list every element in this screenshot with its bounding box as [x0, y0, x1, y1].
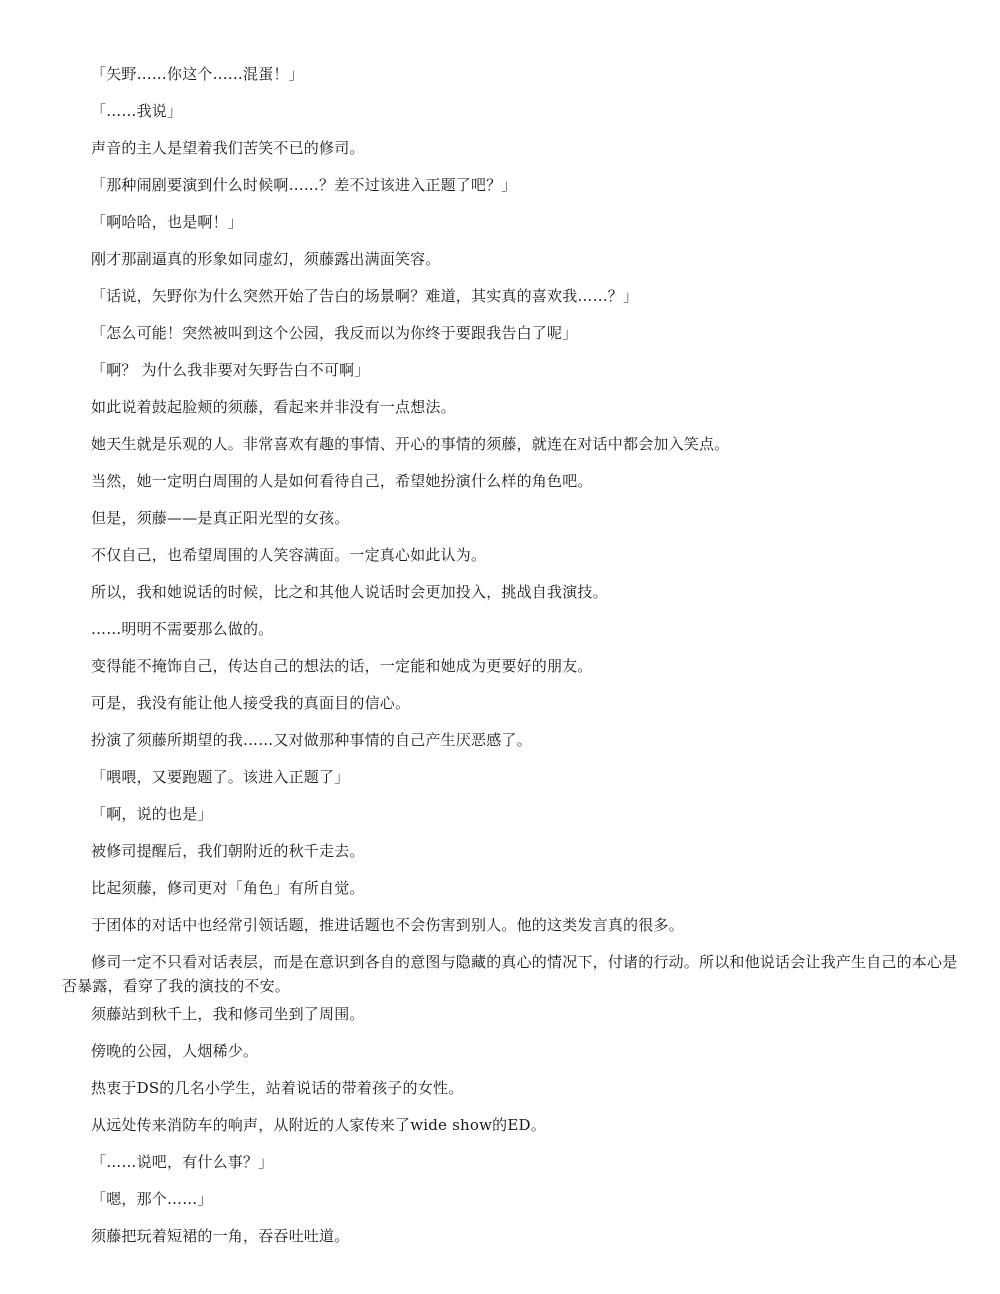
paragraph: ……明明不需要那么做的。	[91, 620, 274, 638]
paragraph: 傍晚的公园，人烟稀少。	[91, 1042, 259, 1060]
paragraph: 「那种闹剧要演到什么时候啊……？差不过该进入正题了吧？」	[91, 176, 517, 194]
paragraph: 「啊哈哈，也是啊！」	[91, 213, 244, 231]
paragraph: 「话说，矢野你为什么突然开始了告白的场景啊？难道，其实真的喜欢我……？」	[91, 287, 639, 305]
paragraph: 从远处传来消防车的响声，从附近的人家传来了wide show的ED。	[91, 1116, 546, 1134]
paragraph: 「喂喂，又要跑题了。该进入正题了」	[91, 768, 350, 786]
paragraph: 「矢野……你这个……混蛋！」	[91, 65, 304, 83]
paragraph: 不仅自己，也希望周围的人笑容满面。一定真心如此认为。	[91, 546, 487, 564]
paragraph: 「怎么可能！突然被叫到这个公园，我反而以为你终于要跟我告白了呢」	[91, 324, 578, 342]
paragraph: 「啊，说的也是」	[91, 805, 213, 823]
paragraph: 「嗯，那个……」	[91, 1190, 213, 1208]
paragraph: 比起须藤，修司更对「角色」有所自觉。	[91, 879, 365, 897]
paragraph: 所以，我和她说话的时候，比之和其他人说话时会更加投入，挑战自我演技。	[91, 583, 608, 601]
paragraph: 被修司提醒后，我们朝附近的秋千走去。	[91, 842, 365, 860]
paragraph: 声音的主人是望着我们苦笑不已的修司。	[91, 139, 365, 157]
paragraph: 「……我说」	[91, 102, 183, 120]
paragraph: 变得能不掩饰自己，传达自己的想法的话，一定能和她成为更要好的朋友。	[91, 657, 593, 675]
paragraph: 「……说吧，有什么事？」	[91, 1153, 274, 1171]
paragraph: 她天生就是乐观的人。非常喜欢有趣的事情、开心的事情的须藤，就连在对话中都会加入笑点。	[91, 435, 730, 453]
paragraph: 「啊？ 为什么我非要对矢野告白不可啊」	[91, 361, 370, 379]
paragraph: 但是，须藤——是真正阳光型的女孩。	[91, 509, 350, 527]
paragraph: 须藤把玩着短裙的一角，吞吞吐吐道。	[91, 1227, 350, 1245]
paragraph: 当然，她一定明白周围的人是如何看待自己，希望她扮演什么样的角色吧。	[91, 472, 593, 490]
paragraph: 修司一定不只看对话表层，而是在意识到各自的意图与隐藏的真心的情况下，付诸的行动。所以和他说话会让我产生自己的本心是否暴露，看穿了我的演技的不安。	[62, 953, 958, 995]
paragraph: 如此说着鼓起脸颊的须藤，看起来并非没有一点想法。	[91, 398, 456, 416]
paragraph: 刚才那副逼真的形象如同虚幻，须藤露出满面笑容。	[91, 250, 441, 268]
paragraph: 热衷于DS的几名小学生，站着说话的带着孩子的女性。	[91, 1079, 464, 1097]
paragraph: 扮演了须藤所期望的我……又对做那种事情的自己产生厌恶感了。	[91, 731, 532, 749]
paragraph: 可是，我没有能让他人接受我的真面目的信心。	[91, 694, 411, 712]
paragraph: 须藤站到秋千上，我和修司坐到了周围。	[91, 1005, 365, 1023]
paragraph: 于团体的对话中也经常引领话题，推进话题也不会伤害到别人。他的这类发言真的很多。	[91, 916, 684, 934]
